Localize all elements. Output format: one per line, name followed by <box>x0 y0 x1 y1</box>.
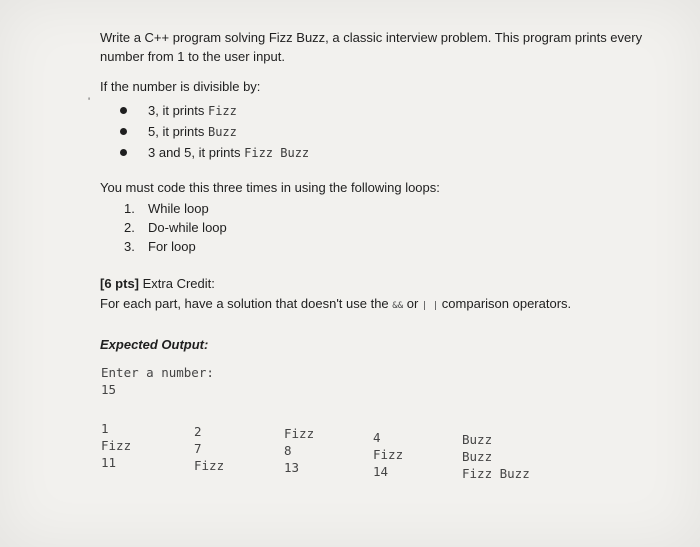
bullet-icon <box>120 107 127 114</box>
output-column <box>284 425 314 476</box>
rule-code: Fizz Buzz <box>244 146 310 160</box>
output-cell: 1 <box>101 421 109 436</box>
loop-number: 1. <box>124 201 135 216</box>
rule-code: Buzz <box>207 125 237 139</box>
bullet-icon <box>120 149 127 156</box>
or-operator: | | <box>421 301 439 311</box>
output-cell: Buzz <box>462 449 493 464</box>
loops-list <box>124 199 227 256</box>
output-cell: Buzz <box>462 432 493 447</box>
console-prompt: Enter a number: <box>101 365 214 380</box>
rule-code: Fizz <box>207 104 237 118</box>
loops-intro: You must code this three times in using the following loops: <box>100 180 440 195</box>
extra-credit-text <box>100 294 571 316</box>
intro-line-1: Write a C++ program solving Fizz Buzz, a classic interview problem. This program prints every <box>100 30 643 45</box>
divisible-label: If the number is divisible by: <box>100 79 261 94</box>
output-cell: Fizz <box>101 438 132 453</box>
output-cell: 2 <box>194 424 202 439</box>
output-cell: 11 <box>101 455 117 470</box>
extra-credit-title: Extra Credit: <box>139 276 215 291</box>
output-cell: Fizz <box>373 447 404 462</box>
output-cell: 14 <box>373 464 389 479</box>
stray-mark: ' <box>88 96 91 108</box>
output-cell: 7 <box>194 441 202 456</box>
loop-label: While loop <box>148 201 209 216</box>
loop-label: For loop <box>148 239 196 254</box>
expected-output-label: Expected Output: <box>100 337 209 352</box>
and-operator: && <box>392 301 404 311</box>
extra-credit-text-before: For each part, have a solution that doesn't use the <box>100 296 393 311</box>
extra-credit-heading <box>100 274 571 294</box>
extra-credit-text-or: or <box>403 296 422 311</box>
rule-text: 3 and 5, it prints <box>148 145 245 160</box>
extra-credit <box>100 274 571 316</box>
output-cell: Fizz Buzz <box>462 466 530 481</box>
output-column <box>101 420 131 471</box>
rule-item <box>122 121 309 142</box>
rule-item <box>122 100 309 121</box>
loop-item <box>124 199 227 218</box>
rule-text: 3, it prints <box>148 103 208 118</box>
rule-text: 5, it prints <box>148 124 208 139</box>
output-cell: Fizz <box>284 426 315 441</box>
loop-number: 2. <box>124 220 135 235</box>
rules-list <box>122 100 309 163</box>
loop-item <box>124 237 227 256</box>
loop-number: 3. <box>124 239 135 254</box>
output-cell: 8 <box>284 443 292 458</box>
output-cell: 13 <box>284 460 300 475</box>
bullet-icon <box>120 128 127 135</box>
output-column <box>462 431 530 482</box>
output-column <box>194 423 224 474</box>
output-cell: 4 <box>373 430 381 445</box>
loop-label: Do-while loop <box>148 220 227 235</box>
intro-paragraph <box>100 28 660 66</box>
output-cell: Fizz <box>194 458 225 473</box>
rule-item <box>122 142 309 163</box>
extra-credit-text-after: comparison operators. <box>438 296 572 311</box>
loop-item <box>124 218 227 237</box>
console-input: 15 <box>101 382 117 397</box>
intro-line-2: number from 1 to the user input. <box>100 49 285 64</box>
output-column <box>373 429 403 480</box>
extra-credit-points: [6 pts] <box>100 276 139 291</box>
